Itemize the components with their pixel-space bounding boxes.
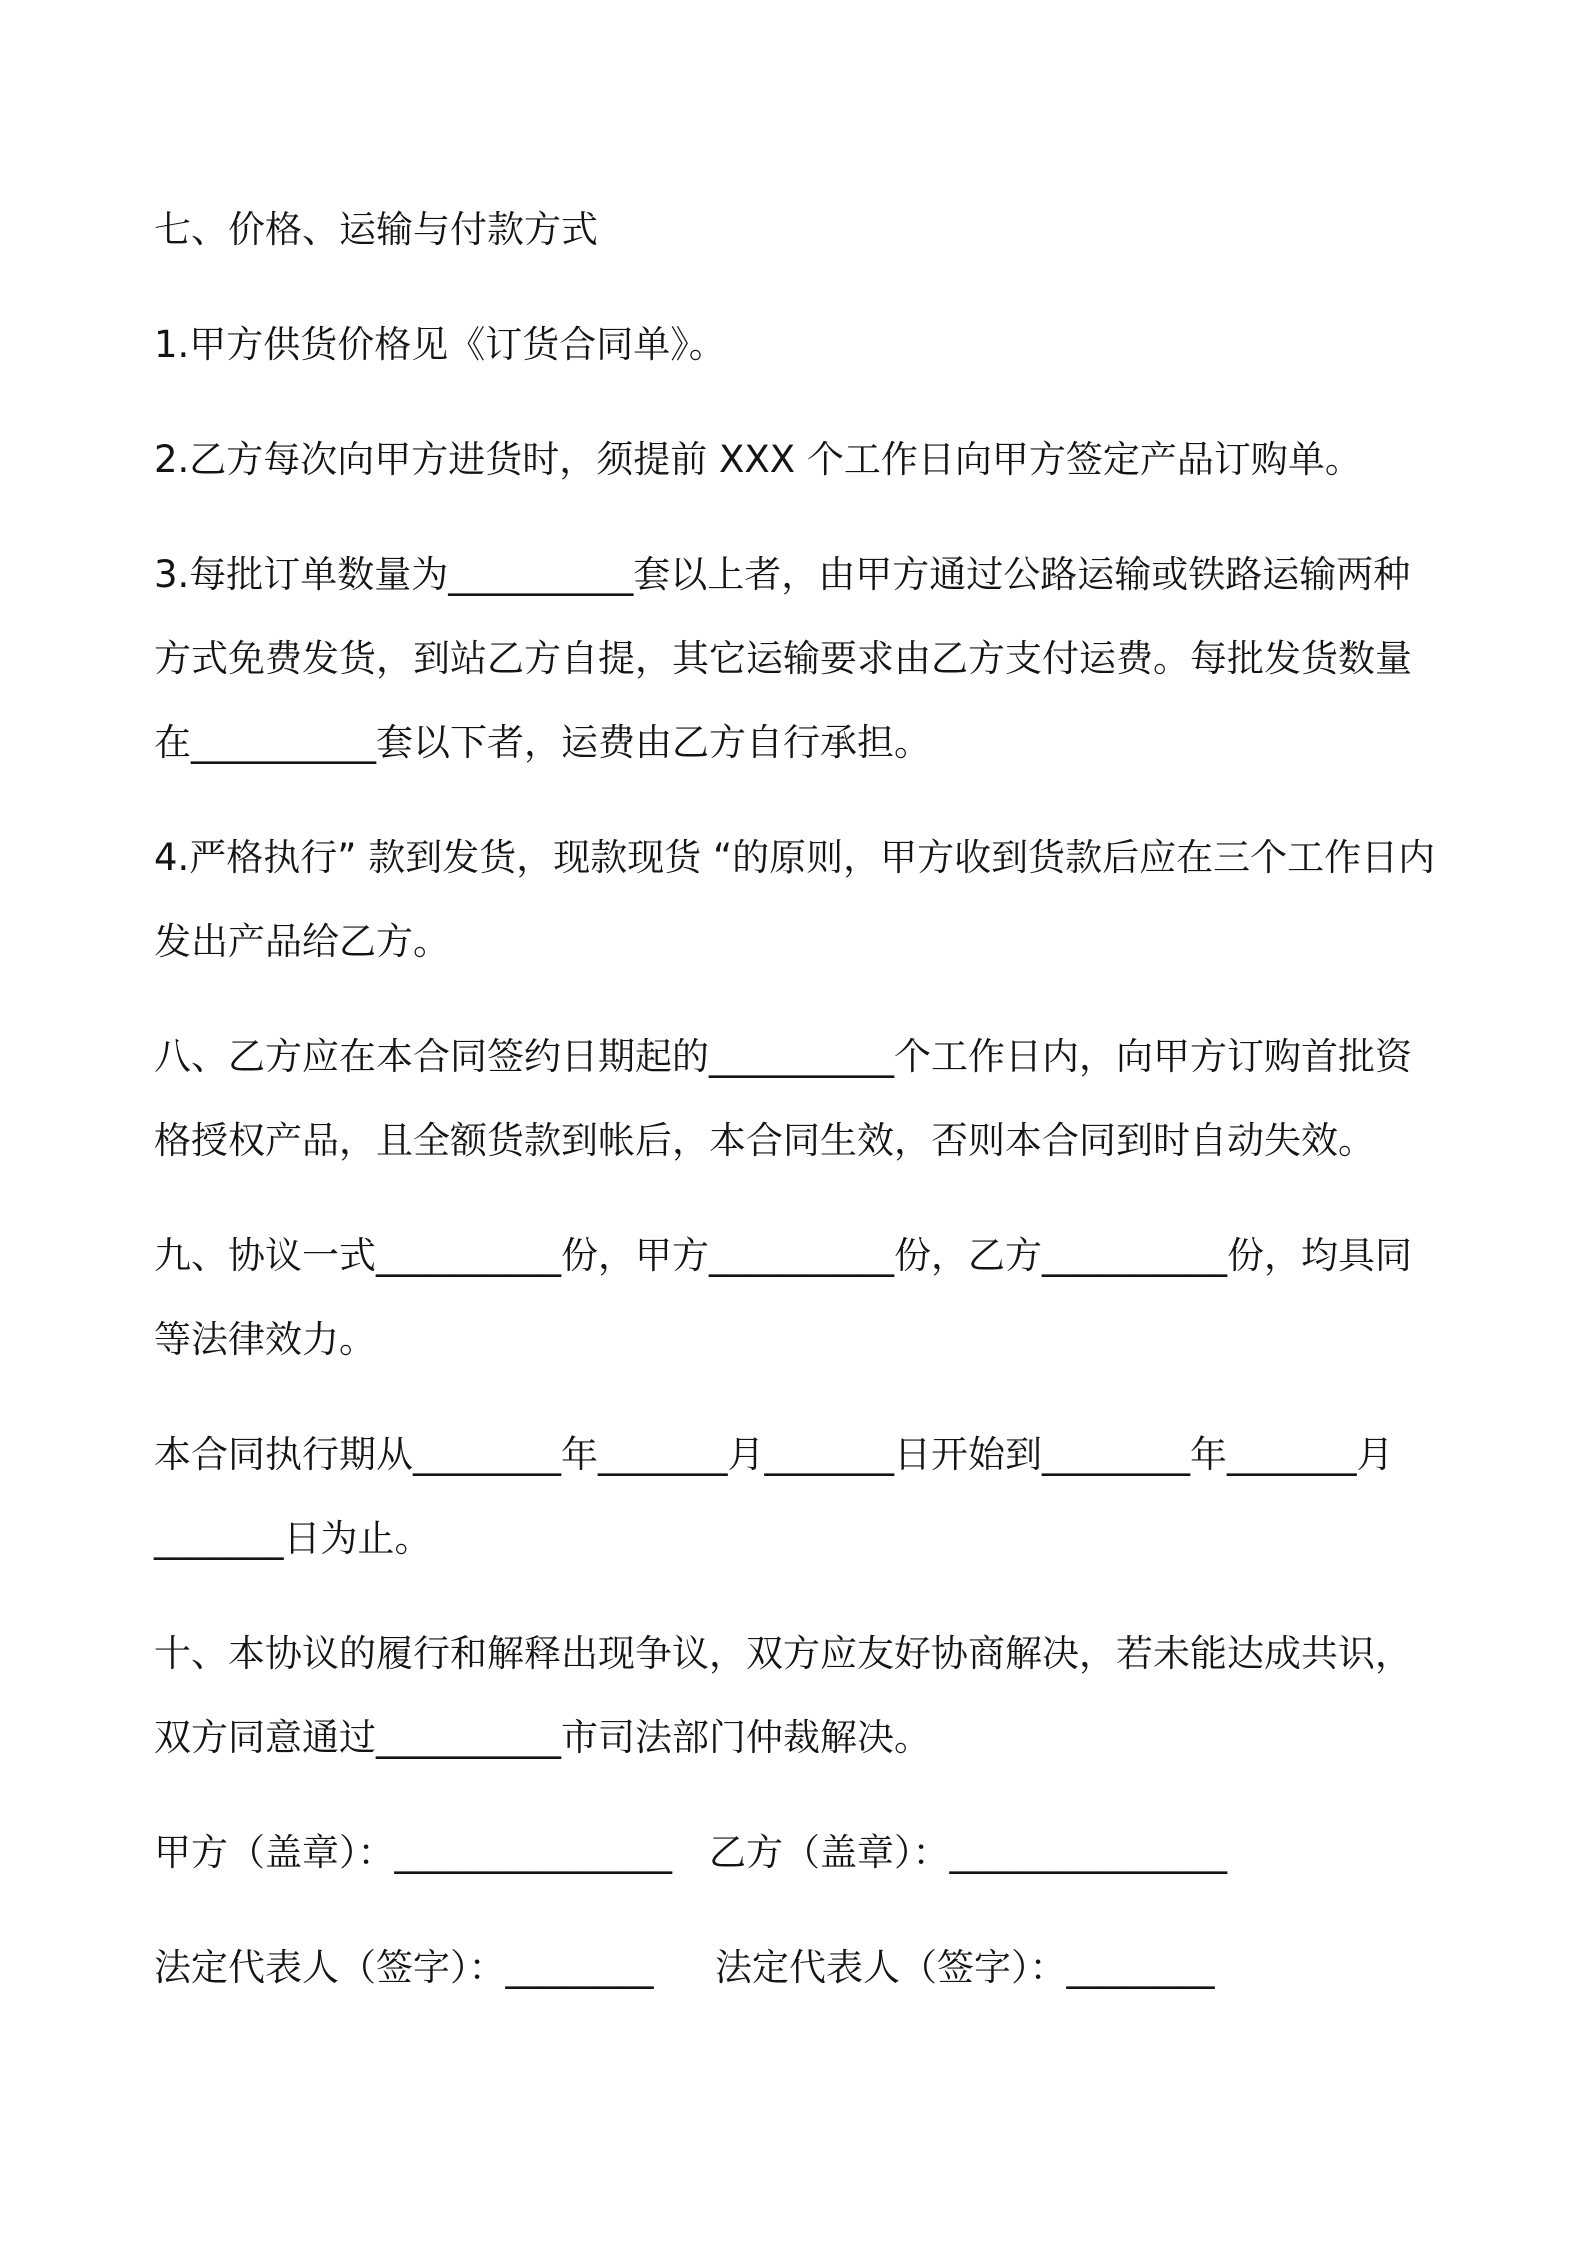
clause-line: 八、乙方应在本合同签约日期起的__________个工作日内，向甲方订购首批资	[154, 1035, 1412, 1078]
clause-line: 1.甲方供货价格见《订货合同单》。	[154, 323, 726, 366]
section-title: 七、价格、运输与付款方式	[154, 208, 598, 251]
clause-line: 双方同意通过__________市司法部门仲裁解决。	[154, 1716, 931, 1759]
clause-line: 等法律效力。	[154, 1318, 376, 1361]
clause-7-2	[154, 418, 1586, 502]
clause-line: 4.严格执行” 款到发货，现款现货 “的原则，甲方收到货款后应在三个工作日内	[154, 836, 1436, 879]
clause-9	[154, 1214, 1586, 1382]
party-b-seal: 乙方（盖章）：_______________	[709, 1831, 1227, 1874]
clause-line: 格授权产品，且全额货款到帐后，本合同生效，否则本合同到时自动失效。	[154, 1119, 1375, 1162]
clause-line: 方式免费发货，到站乙方自提，其它运输要求由乙方支付运费。每批发货数量	[154, 637, 1412, 680]
section-heading	[154, 188, 1586, 272]
clause-8	[154, 1015, 1586, 1183]
clause-7-4	[154, 816, 1586, 984]
clause-10	[154, 1612, 1586, 1780]
party-a-seal: 甲方（盖章）：_______________	[154, 1831, 672, 1874]
representative-row	[154, 1926, 1586, 2010]
party-b-representative-signature: 法定代表人（签字）：________	[715, 1946, 1215, 1989]
clause-7-1	[154, 303, 1586, 387]
contract-term	[154, 1413, 1586, 1581]
clause-line: _______日为止。	[154, 1517, 432, 1560]
clause-line: 2.乙方每次向甲方进货时，须提前 XXX 个工作日向甲方签定产品订购单。	[154, 438, 1362, 481]
clause-line: 九、协议一式__________份，甲方__________份，乙方__________份，均具同	[154, 1234, 1412, 1277]
clause-line: 本合同执行期从________年_______月_______日开始到________年_______月	[154, 1433, 1394, 1476]
clause-line: 在__________套以下者，运费由乙方自行承担。	[154, 721, 931, 764]
clause-line: 十、本协议的履行和解释出现争议，双方应友好协商解决，若未能达成共识，	[154, 1632, 1412, 1675]
party-a-representative-signature: 法定代表人（签字）：________	[154, 1946, 654, 1989]
clause-7-3	[154, 533, 1586, 785]
clause-line: 3.每批订单数量为__________套以上者，由甲方通过公路运输或铁路运输两种	[154, 553, 1411, 596]
clause-line: 发出产品给乙方。	[154, 920, 450, 963]
seal-row	[154, 1811, 1586, 1895]
